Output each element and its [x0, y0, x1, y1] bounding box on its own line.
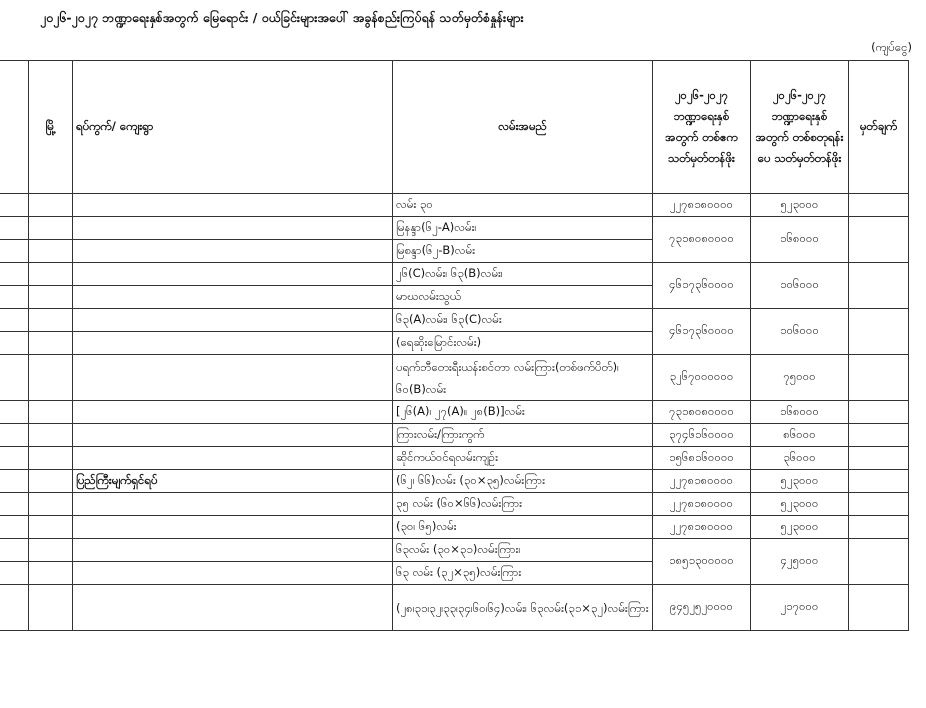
- header-township: မြို့: [29, 61, 73, 194]
- road-cell: မာဃလမ်းသွယ်: [393, 286, 653, 309]
- value-acre-cell: ၂၂၇၈၁၈၀၀၀၀: [653, 470, 751, 493]
- header-remark: မှတ်ချက်: [849, 61, 909, 194]
- value-sqft-cell: ၅၂၃၀၀၀: [751, 493, 849, 516]
- ward-cell: [73, 309, 393, 332]
- table-row: [0, 447, 909, 470]
- ward-cell: [73, 562, 393, 585]
- value-acre-cell: ၁၈၅၁၃၀၀၀၀၀: [653, 539, 751, 585]
- value-acre-cell: ၇၃၁၈၀၈၀၀၀၀: [653, 217, 751, 263]
- table-row: [0, 493, 909, 516]
- value-acre-cell: ၄၆၁၇၃၆၀၀၀၀: [653, 309, 751, 355]
- road-cell: (ရေဆိုးမြောင်းလမ်း): [393, 332, 653, 355]
- road-cell: (၂၈၊၃၁၊၃၂၊၃၃၊၃၄၊၆၀၊၆၄)လမ်း၊ ၆၃လမ်း(၃၁×၃၂)လမ်းကြား: [393, 585, 653, 631]
- table-row: [0, 585, 909, 631]
- valuation-table: [0, 60, 909, 631]
- table-row: [0, 263, 909, 286]
- table-row: [0, 217, 909, 240]
- ward-cell: [73, 401, 393, 424]
- table-row: [0, 309, 909, 332]
- road-cell: ဆိုင်ကယ်ဝင်ရလမ်းကျဉ်း: [393, 447, 653, 470]
- value-sqft-cell: ၂၁၇၀၀၀: [751, 585, 849, 631]
- road-cell: [၂၆(A)၊ ၂၇(A)။ ၂၈(B)]လမ်း: [393, 401, 653, 424]
- value-sqft-cell: ၈၆၀၀၀: [751, 424, 849, 447]
- value-acre-cell: ၄၆၁၇၃၆၀၀၀၀: [653, 263, 751, 309]
- document-title: ၂၀၂၆-၂၀၂၇ ဘဏ္ဍာရေးနှစ်အတွက် မြေရောင်း / ဝယ်ခြင်းများအပေါ် အခွန်စည်းကြပ်ရန် သတ်မှတ်စံနှုန်းများ: [40, 10, 524, 25]
- ward-cell: [73, 493, 393, 516]
- road-cell: ၆၃(A)လမ်း၊ ၆၃(C)လမ်း: [393, 309, 653, 332]
- table-row: [0, 516, 909, 539]
- header-row: [0, 61, 909, 194]
- value-sqft-cell: ၅၂၃၀၀၀: [751, 194, 849, 217]
- header-blank: [0, 61, 29, 194]
- road-cell: မြနန္ဒာ(၆၂-A)လမ်း၊: [393, 217, 653, 240]
- road-cell: မြစန္ဒာ(၆၂-B)လမ်း: [393, 240, 653, 263]
- value-sqft-cell: ၁၆၈၀၀၀: [751, 217, 849, 263]
- road-cell: ၂၆(C)လမ်း၊ ၆၃(B)လမ်း၊: [393, 263, 653, 286]
- ward-cell: [73, 194, 393, 217]
- table-row: [0, 539, 909, 562]
- ward-cell: ပြည်ကြီးမျက်ရှင်ရပ်: [73, 470, 393, 493]
- table-row: [0, 470, 909, 493]
- value-sqft-cell: ၃၆၀၀၀: [751, 447, 849, 470]
- header-ward: ရပ်ကွက်/ ကျေးရွာ: [73, 61, 393, 194]
- ward-cell: [73, 286, 393, 309]
- road-cell: ကြားလမ်း/ကြားကွက်: [393, 424, 653, 447]
- ward-cell: [73, 217, 393, 240]
- road-cell: (၆၂၊ ၆၆)လမ်း (၃၀×၃၅)လမ်းကြား: [393, 470, 653, 493]
- ward-cell: [73, 240, 393, 263]
- currency-unit: (ကျပ်ငွေ): [871, 40, 912, 54]
- value-acre-cell: ၁၅၆၈၁၆၀၀၀၀: [653, 447, 751, 470]
- table-row: [0, 401, 909, 424]
- road-cell: လမ်း ၃၀: [393, 194, 653, 217]
- value-acre-cell: ၉၄၅၂၅၂၀၀၀၀: [653, 585, 751, 631]
- value-acre-cell: ၇၃၁၈၀၈၀၀၀၀: [653, 401, 751, 424]
- ward-cell: [73, 585, 393, 631]
- value-sqft-cell: ၅၂၃၀၀၀: [751, 516, 849, 539]
- value-sqft-cell: ၁၀၆၀၀၀: [751, 263, 849, 309]
- header-value-acre: ၂၀၂၆-၂၀၂၇ ဘဏ္ဍာရေးနှစ် အတွက် တစ်ဧက သတ်မှတ်တန်ဖိုး: [653, 61, 751, 194]
- ward-cell: [73, 447, 393, 470]
- value-sqft-cell: ၅၂၃၀၀၀: [751, 470, 849, 493]
- road-cell: ၆၃လမ်း (၃၀×၃၁)လမ်းကြား၊: [393, 539, 653, 562]
- ward-cell: [73, 424, 393, 447]
- value-sqft-cell: ၁၀၆၀၀၀: [751, 309, 849, 355]
- ward-cell: [73, 332, 393, 355]
- value-acre-cell: ၂၂၇၈၁၈၀၀၀၀: [653, 194, 751, 217]
- ward-cell: [73, 516, 393, 539]
- table-row: [0, 194, 909, 217]
- ward-cell: [73, 355, 393, 401]
- table-row: [0, 355, 909, 401]
- value-acre-cell: ၂၂၇၈၁၈၀၀၀၀: [653, 516, 751, 539]
- value-sqft-cell: ၁၆၈၀၀၀: [751, 401, 849, 424]
- table-row: [0, 424, 909, 447]
- header-value-sqft: ၂၀၂၆-၂၀၂၇ ဘဏ္ဍာရေးနှစ် အတွက် တစ်စတုရန်းပေ သတ်မှတ်တန်ဖိုး: [751, 61, 849, 194]
- value-acre-cell: ၃၂၆၇၀၀၀၀၀၀: [653, 355, 751, 401]
- header-road: လမ်းအမည်: [393, 61, 653, 194]
- value-acre-cell: ၃၇၄၆၁၆၀၀၀၀: [653, 424, 751, 447]
- value-acre-cell: ၂၂၇၈၁၈၀၀၀၀: [653, 493, 751, 516]
- road-cell: ၆၃ လမ်း (၃၂×၃၅)လမ်းကြား: [393, 562, 653, 585]
- value-sqft-cell: ၄၂၅၀၀၀: [751, 539, 849, 585]
- ward-cell: [73, 539, 393, 562]
- ward-cell: [73, 263, 393, 286]
- road-cell: ၃၅ လမ်း (၆၀×၆၆)လမ်းကြား: [393, 493, 653, 516]
- road-cell: ပရက်ဘီတေးရီးယန်းစင်တာ လမ်းကြား(တစ်ဖက်ပိတ်)၊ ၆၀(B)လမ်း: [393, 355, 653, 401]
- value-sqft-cell: ၇၅၀၀၀: [751, 355, 849, 401]
- road-cell: (၃၀၊ ၆၅)လမ်း: [393, 516, 653, 539]
